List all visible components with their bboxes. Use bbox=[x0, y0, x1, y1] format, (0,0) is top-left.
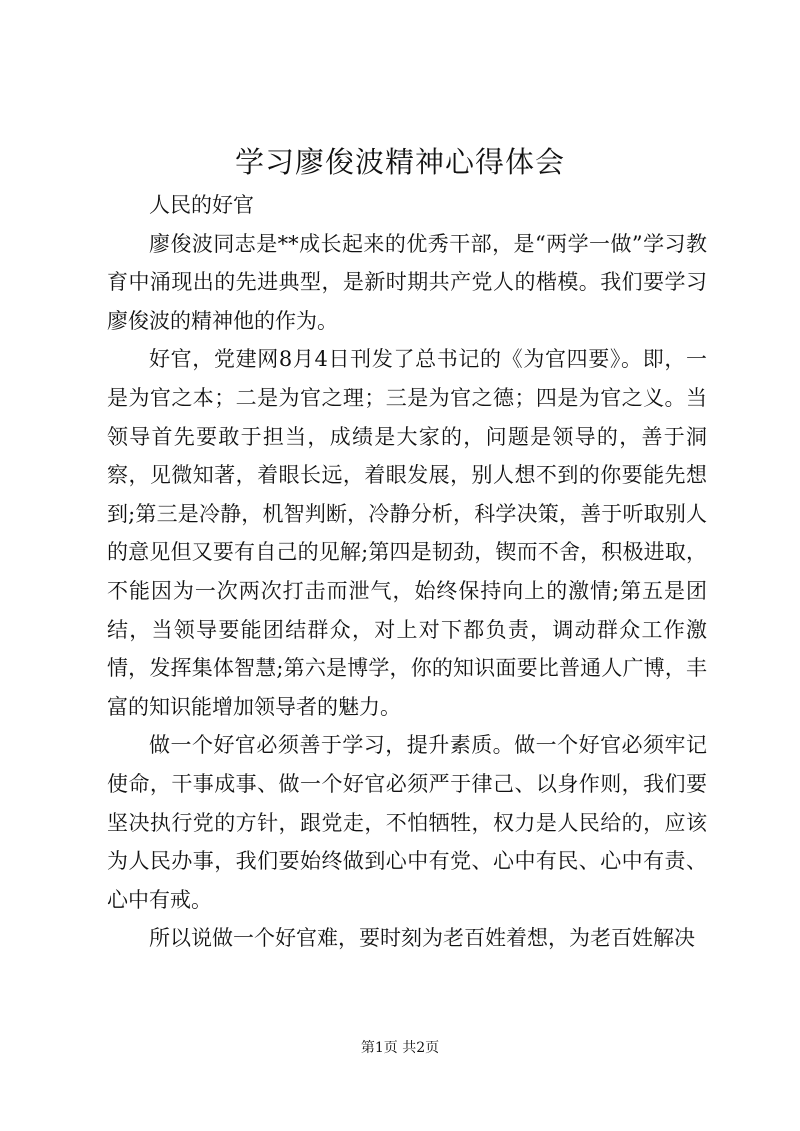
document-body bbox=[107, 186, 707, 958]
paragraph-intro: 廖俊波同志是**成长起来的优秀干部，是“两学一做”学习教育中涌现出的先进典型，是新时期共产党人的楷模。我们要学习廖俊波的精神他的作为。 bbox=[107, 231, 707, 333]
paragraph-subtitle: 人民的好官 bbox=[149, 193, 254, 217]
paragraph-conclusion: 所以说做一个好官难，要时刻为老百姓着想，为老百姓解决 bbox=[149, 926, 695, 951]
page-footer: 第1页 共2页 bbox=[360, 1040, 440, 1056]
paragraph-learning: 做一个好官必须善于学习，提升素质。做一个好官必须牢记使命，干事成事、做一个好官必须严于律己、以身作则，我们要坚决执行党的方针，跟党走，不怕牺牲，权力是人民给的，应该为人民办事，我们要始终做到心中有党、心中有民、心中有责、心中有戒。 bbox=[107, 733, 707, 912]
document-title: 学习廖俊波精神心得体会 bbox=[234, 145, 565, 179]
paragraph-good-official: 好官，党建网8月4日刊发了总书记的《为官四要》。即，一是为官之本；二是为官之理；三是为官之德；四是为官之义。当领导首先要敢于担当，成绩是大家的，问题是领导的，善于洞察，见微知著，着眼长远，着眼发展，别人想不到的你要能先想到;第三是冷静，机智判断，冷静分析，科学决策，善于听取别人的意见但又要有自己的见解;第四是韧劲，锲而不舍，积极进取，不能因为一次两次打击而泄气，始终保持向上的激情;第五是团结，当领导要能团结群众，对上对下都负责，调动群众工作激情，发挥集体智慧;第六是博学，你的知识面要比普通人广博，丰富的知识能增加领导者的魅力。 bbox=[107, 347, 707, 719]
